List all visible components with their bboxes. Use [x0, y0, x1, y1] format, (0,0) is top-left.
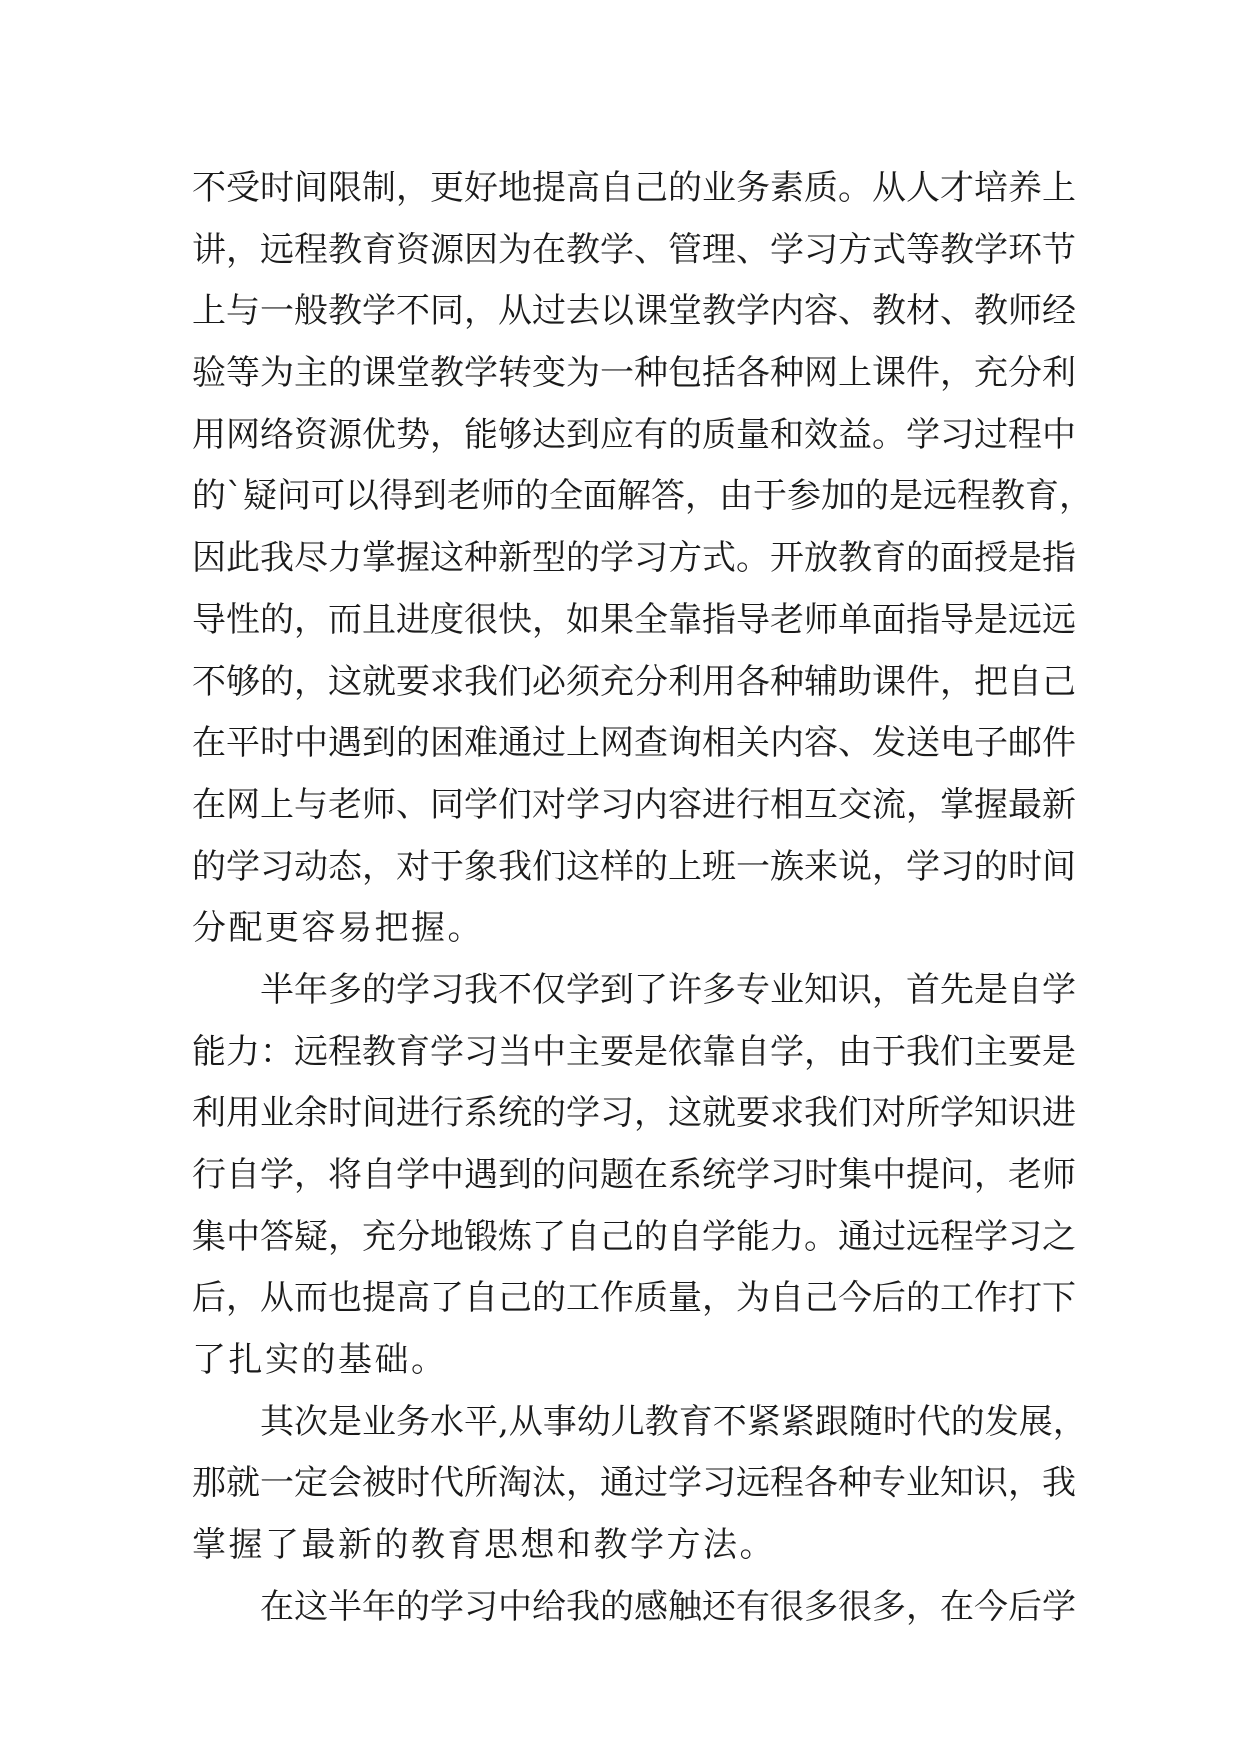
text-line: 分配更容易把握。 [192, 908, 484, 949]
text-line: 了扎实的基础。 [192, 1340, 448, 1381]
text-line: 不够的，这就要求我们必须充分利用各种辅助课件，把自己 [192, 661, 1076, 702]
text-line: 利用业余时间进行系统的学习，这就要求我们对所学知识进 [192, 1093, 1076, 1134]
text-line: 能力：远程教育学习当中主要是依靠自学，由于我们主要是 [192, 1031, 1076, 1072]
paragraph-first-line: 在这半年的学习中给我的感触还有很多很多，在今后学 [260, 1586, 1076, 1627]
text-line: 那就一定会被时代所淘汰，通过学习远程各种专业知识，我 [192, 1463, 1076, 1504]
paragraph-first-line: 其次是业务水平,从事幼儿教育不紧紧跟随时代的发展， [260, 1401, 1087, 1442]
text-line: 验等为主的课堂教学转变为一种包括各种网上课件，充分利 [192, 353, 1076, 394]
text-line: 的学习动态，对于象我们这样的上班一族来说，学习的时间 [192, 846, 1076, 887]
text-line: 集中答疑，充分地锻炼了自己的自学能力。通过远程学习之 [192, 1216, 1076, 1257]
text-line: 用网络资源优势，能够达到应有的质量和效益。学习过程中 [192, 414, 1076, 455]
paragraph-first-line: 半年多的学习我不仅学到了许多专业知识，首先是自学 [260, 969, 1076, 1010]
text-line: 后，从而也提高了自己的工作质量，为自己今后的工作打下 [192, 1278, 1076, 1319]
text-line: 的`疑问可以得到老师的全面解答，由于参加的是远程教育， [192, 476, 1093, 517]
text-line: 因此我尽力掌握这种新型的学习方式。开放教育的面授是指 [192, 538, 1076, 579]
text-line: 上与一般教学不同，从过去以课堂教学内容、教材、教师经 [192, 291, 1076, 332]
document-body [192, 158, 1093, 1639]
text-line: 讲，远程教育资源因为在教学、管理、学习方式等教学环节 [192, 229, 1076, 270]
text-line: 掌握了最新的教育思想和教学方法。 [192, 1525, 776, 1566]
text-line: 导性的，而且进度很快，如果全靠指导老师单面指导是远远 [192, 599, 1076, 640]
text-line: 行自学，将自学中遇到的问题在系统学习时集中提问，老师 [192, 1155, 1076, 1195]
text-line: 在平时中遇到的困难通过上网查询相关内容、发送电子邮件 [192, 723, 1076, 764]
text-line: 不受时间限制，更好地提高自己的业务素质。从人才培养上 [192, 168, 1076, 208]
text-line: 在网上与老师、同学们对学习内容进行相互交流，掌握最新 [192, 784, 1076, 825]
